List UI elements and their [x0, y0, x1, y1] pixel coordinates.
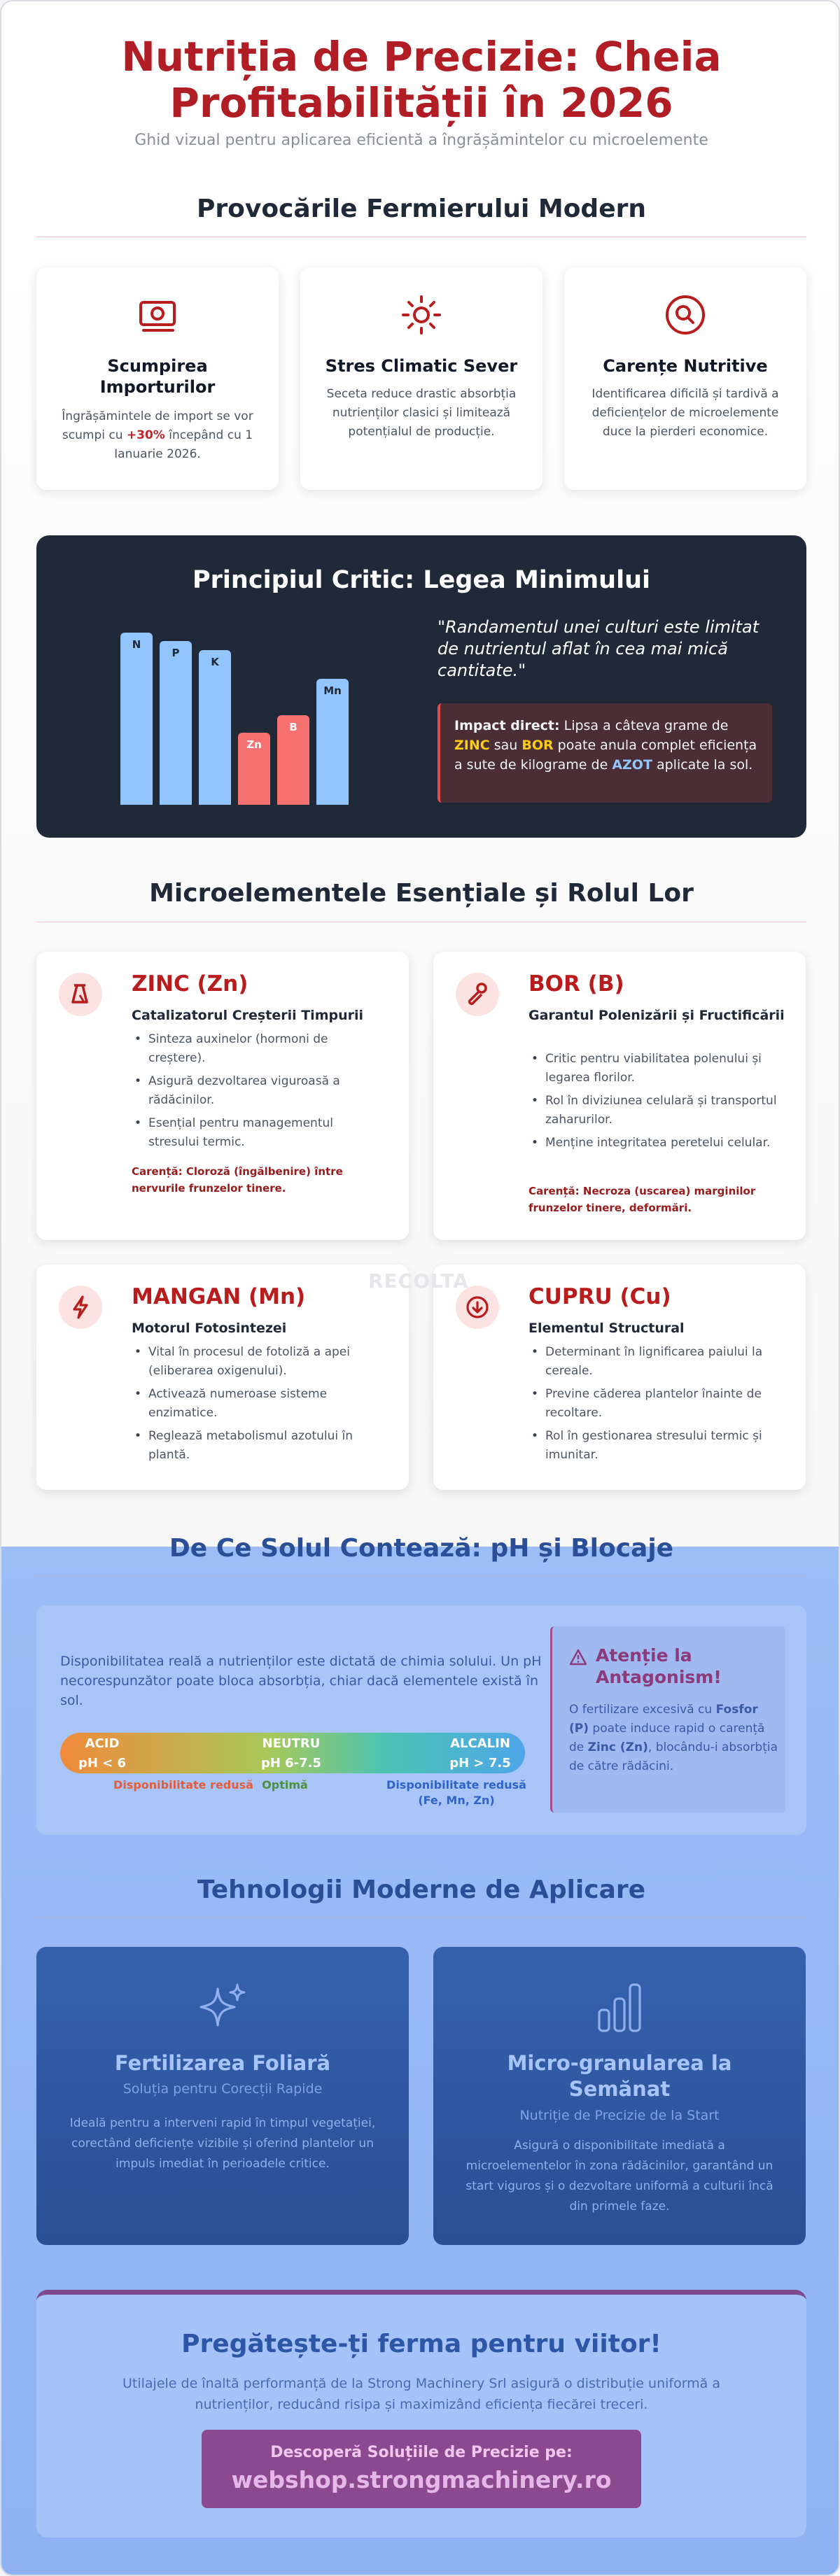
lightning-icon — [59, 1286, 102, 1329]
tech-title: Tehnologii Moderne de Aplicare — [197, 1875, 646, 1904]
micro-subtitle: Catalizatorul Creșterii Timpurii — [132, 1008, 364, 1023]
list-item: • Sinteza auxinelor (hormoni de creștere). — [132, 1030, 384, 1068]
list-item: • Reglează metabolismul azotului în plantă. — [132, 1427, 384, 1465]
text-part: O fertilizare excesivă cu — [569, 1703, 716, 1717]
title-line-1: Nutriția de Precizie: Cheia — [121, 33, 722, 80]
challenge-card-deficiency — [564, 267, 806, 490]
nutrient-bar-mn — [316, 679, 349, 805]
ph-name: ACID — [85, 1736, 120, 1751]
azot-highlight: AZOT — [612, 757, 652, 773]
nutrient-bar-label: B — [289, 721, 298, 733]
antagonism-text — [569, 1701, 779, 1776]
list-item: • Activează numeroase sisteme enzimatice. — [132, 1385, 384, 1423]
tech-card-subtitle: Nutriție de Precizie de la Start — [519, 2108, 720, 2123]
ph-neutral-label — [249, 1734, 333, 1773]
note-line: Disponibilitate redusă — [386, 1778, 526, 1792]
cta-title: Pregătește-ți ferma pentru viitor! — [181, 2330, 662, 2358]
micro-subtitle: Garantul Polenizării și Fructificării — [528, 1008, 785, 1023]
challenge-text — [57, 407, 258, 464]
nutrient-bar-p — [160, 641, 192, 805]
micro-subtitle: Elementul Structural — [528, 1321, 685, 1336]
section-divider — [36, 1917, 806, 1918]
soil-panel — [36, 1605, 806, 1835]
wrench-icon — [456, 973, 499, 1016]
ph-acid-label — [74, 1734, 130, 1773]
micro-name: ZINC (Zn) — [132, 971, 248, 997]
price-increase-highlight: +30% — [126, 428, 165, 442]
ph-name: NEUTRU — [262, 1736, 321, 1751]
text-part: , blocându-i absorbția de către rădăcini. — [569, 1740, 778, 1773]
soil-text: Disponibilitatea reală a nutrienților este dictată de chimia solului. Un pH necorespunzător poate bloca absorbția, chiar dacă elementele există în sol. — [60, 1654, 542, 1708]
warning-icon — [569, 1649, 587, 1668]
note-line: (Fe, Mn, Zn) — [418, 1794, 495, 1807]
list-item: • Asigură dezvoltarea viguroasă a rădăcinilor. — [132, 1072, 384, 1110]
nutrient-bar-zn — [238, 733, 270, 805]
flask-icon — [59, 973, 102, 1016]
cta-panel — [36, 2290, 806, 2538]
ph-note-alkaline — [372, 1778, 540, 1808]
sparkle-icon — [36, 1980, 409, 2034]
micro-points — [528, 1050, 780, 1157]
nutrient-bar-label: Zn — [246, 738, 262, 751]
challenge-text: Identificarea dificilă și tardivă a deficiențelor de microelemente duce la pierderi economice. — [592, 387, 779, 439]
cta-button-url: webshop.strongmachinery.ro — [231, 2466, 612, 2493]
list-item: • Critic pentru viabilitatea polenului și legarea florilor. — [528, 1050, 780, 1088]
antagonism-box — [550, 1626, 785, 1813]
ph-note-acid: Disponibilitate redusă — [113, 1778, 253, 1792]
challenge-card-climate — [300, 267, 542, 490]
list-item: • Esențial pentru managementul stresului termic. — [132, 1114, 384, 1152]
nutrient-bar-label: P — [172, 647, 180, 659]
antagonism-title: Atenție la Antagonism! — [596, 1645, 722, 1687]
list-item: • Determinant în lignificarea paiului la cereale. — [528, 1343, 780, 1381]
law-quote: "Randamentul unei culturi este limitat de nutrientul aflat în cea mai mică cantitate." — [438, 617, 760, 680]
ph-scale-bar — [60, 1733, 525, 1773]
cta-button-line1: Descoperă Soluțiile de Precizie pe: — [270, 2444, 573, 2461]
micro-name: BOR (B) — [528, 971, 624, 997]
nutrient-barrel-chart — [120, 630, 358, 805]
ph-note-neutral: Optimă — [262, 1778, 308, 1792]
title-line-2: Profitabilității în 2026 — [169, 79, 673, 127]
challenge-text: Seceta reduce drastic absorbția nutrienților clasici și limitează potențialul de producție. — [326, 387, 517, 439]
micro-card-cupru — [433, 1265, 806, 1490]
tech-card-title: Fertilizarea Foliară — [114, 2051, 331, 2075]
search-icon — [564, 294, 806, 336]
nutrient-bar-b — [277, 715, 309, 805]
bar-chart-icon — [433, 1979, 806, 2035]
micro-name: CUPRU (Cu) — [528, 1284, 671, 1309]
micro-points — [132, 1030, 384, 1156]
list-item: • Rol în gestionarea stresului termic și imunitar. — [528, 1427, 780, 1465]
text-part: Lipsa a câteva grame de — [559, 718, 729, 733]
text-part: începând cu 1 Ianuarie 2026. — [114, 428, 253, 461]
challenge-title: Carențe Nutritive — [603, 356, 768, 376]
micro-card-zinc — [36, 952, 409, 1240]
zinc-highlight: ZINC — [454, 738, 490, 753]
ph-value: pH > 7.5 — [449, 1756, 511, 1771]
micro-title: Microelementele Esențiale și Rolul Lor — [149, 879, 694, 908]
text-part: Îngrășămintele de import se vor scumpi cu — [62, 409, 253, 442]
money-icon — [36, 294, 279, 336]
tech-card-title: Micro-granularea la Semănat — [507, 2051, 732, 2101]
nutrient-bar-label: N — [132, 638, 141, 651]
text-part: poate anula complet eficiența a sute de kilograme de — [454, 738, 757, 773]
micro-points — [132, 1343, 384, 1469]
soil-title: De Ce Solul Contează: pH și Blocaje — [169, 1534, 674, 1563]
challenges-title: Provocările Fermierului Modern — [196, 195, 646, 223]
micro-subtitle: Motorul Fotosintezei — [132, 1321, 287, 1336]
tech-card-subtitle: Soluția pentru Corecții Rapide — [122, 2081, 323, 2097]
nutrient-bar-k — [199, 650, 231, 805]
challenge-title: Scumpirea Importurilor — [99, 356, 216, 397]
list-item: • Rol în diviziunea celulară și transportul zaharurilor. — [528, 1092, 780, 1129]
text-part: poate induce rapid o carență de — [569, 1722, 765, 1754]
ph-value: pH < 6 — [78, 1756, 127, 1771]
section-divider — [36, 1576, 806, 1577]
text-part: aplicate la sol. — [652, 757, 753, 773]
micro-points — [528, 1343, 780, 1469]
micro-name: MANGAN (Mn) — [132, 1284, 306, 1309]
watermark-logo: RECOLTA — [368, 1269, 469, 1293]
nutrient-bar-label: Mn — [323, 684, 342, 697]
cta-text: Utilajele de înaltă performanță de la Strong Machinery Srl asigură o distribuție uniformă a nutrienților, reducând risipa și maximizând eficiența fiecărei treceri. — [122, 2376, 721, 2412]
nutrient-bar-n — [120, 633, 153, 805]
micro-card-bor — [433, 952, 806, 1240]
bor-highlight: BOR — [522, 738, 554, 753]
ph-alkaline-label — [445, 1734, 515, 1773]
tech-card-foliar — [36, 1947, 409, 2245]
text-part: sau — [489, 738, 522, 753]
list-item: • Previne căderea plantelor înainte de recoltare. — [528, 1385, 780, 1423]
law-title: Principiul Critic: Legea Minimului — [192, 566, 650, 594]
impact-label: Impact direct: — [454, 718, 560, 733]
webshop-link-button[interactable] — [202, 2430, 641, 2508]
ph-value: pH 6-7.5 — [260, 1756, 322, 1771]
nutrient-bar-label: K — [211, 656, 219, 668]
impact-box — [438, 703, 772, 803]
deficiency-note: Carență: Necroza (uscarea) marginilor frunzelor tinere, deformări. — [528, 1185, 756, 1214]
challenge-card-imports — [36, 267, 279, 490]
tech-card-text: Ideală pentru a interveni rapid în timpul vegetației, corectând deficiențe vizibile și oferind plantelor un impuls imediat în perioadele critice. — [69, 2116, 376, 2171]
law-of-minimum-panel — [36, 535, 806, 838]
tech-card-microgranulation — [433, 1947, 806, 2245]
challenge-title: Stres Climatic Sever — [325, 356, 518, 376]
page-subtitle: Ghid vizual pentru aplicarea eficientă a îngrășămintelor cu microelemente — [134, 132, 708, 149]
list-item: • Menține integritatea peretelui celular. — [528, 1134, 780, 1153]
deficiency-note: Carență: Cloroză (îngălbenire) între nervurile frunzelor tinere. — [132, 1165, 343, 1195]
zinc-highlight: Zinc (Zn) — [587, 1740, 648, 1754]
phosphorus-highlight: Fosfor (P) — [569, 1703, 758, 1736]
sun-icon — [300, 294, 542, 336]
ph-name: ALCALIN — [450, 1736, 510, 1751]
tech-card-text: Asigură o disponibilitate imediată a microelementelor în zona rădăcinilor, garantând un start viguros și o dezvoltare uniformă a culturii încă din primele faze. — [465, 2139, 774, 2213]
page-title — [1, 34, 840, 126]
micro-card-mangan — [36, 1265, 409, 1490]
list-item: • Vital în procesul de fotoliză a apei (eliberarea oxigenului). — [132, 1343, 384, 1381]
